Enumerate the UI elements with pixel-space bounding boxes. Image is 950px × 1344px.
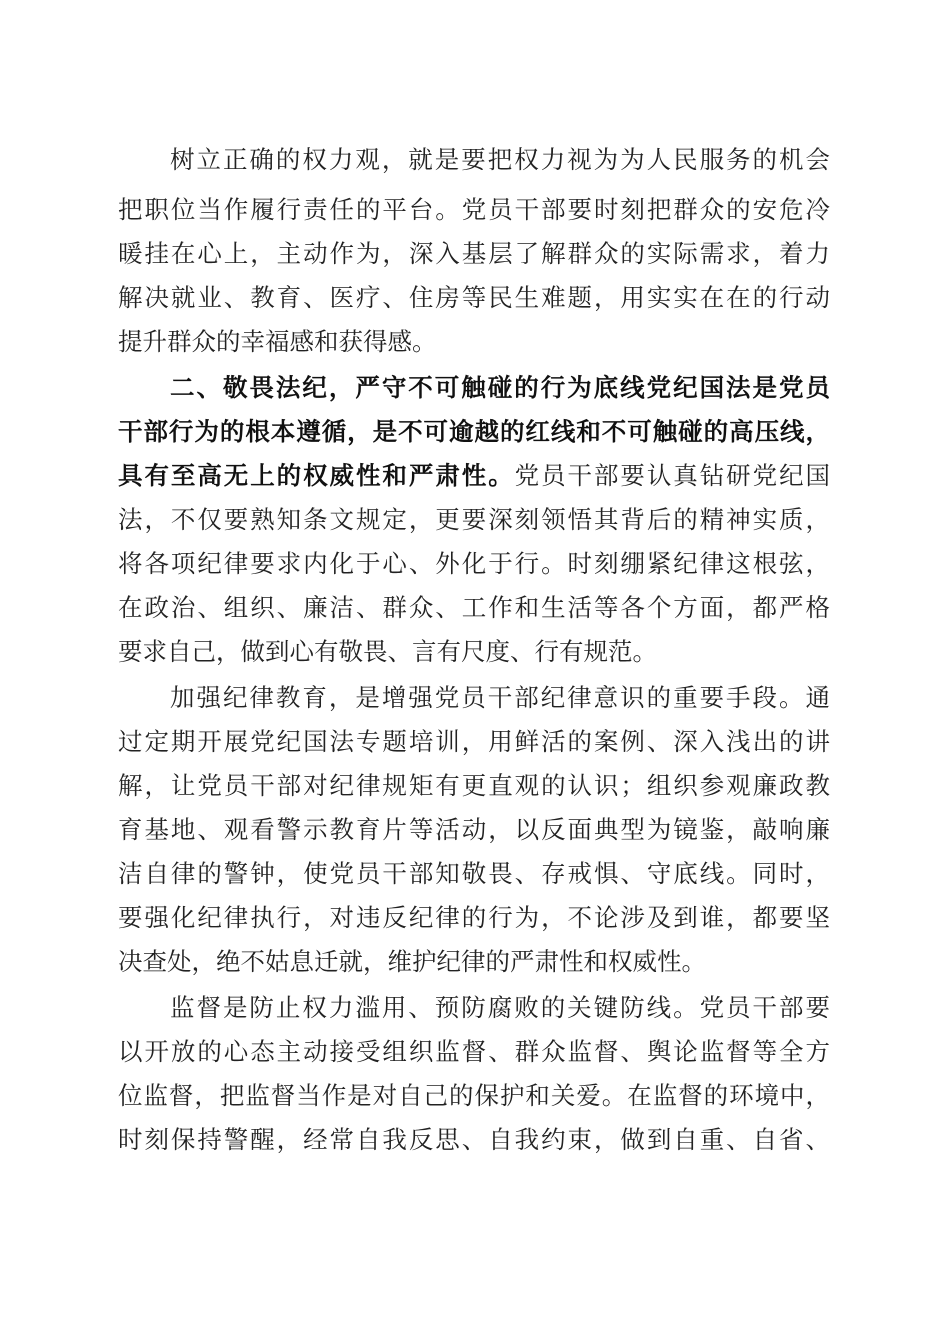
- text-line: 决查处，绝不姑息迁就，维护纪律的严肃性和权威性。: [118, 947, 706, 976]
- text-line: 洁自律的警钟，使党员干部知敬畏、存戒惧、守底线。同时，: [118, 859, 830, 888]
- text-line: 解，让党员干部对纪律规矩有更直观的认识；组织参观廉政教: [118, 771, 830, 800]
- text-line: 提升群众的幸福感和获得感。: [118, 327, 437, 356]
- text-line: 把职位当作履行责任的平台。党员干部要时刻把群众的安危冷: [118, 195, 830, 224]
- text-line: 树立正确的权力观，就是要把权力视为为人民服务的机会: [170, 145, 830, 174]
- section-heading-tail: 具有至高无上的权威性和严肃性。: [118, 461, 515, 490]
- text-line: 暖挂在心上，主动作为，深入基层了解群众的实际需求，着力: [118, 239, 830, 268]
- text-line: 时刻保持警醒，经常自我反思、自我约束，做到自重、自省、: [118, 1125, 830, 1154]
- text-line: 过定期开展党纪国法专题培训，用鲜活的案例、深入浅出的讲: [118, 727, 830, 756]
- text-line: 要求自己，做到心有敬畏、言有尺度、行有规范。: [118, 637, 657, 666]
- text-line: 位监督，把监督当作是对自己的保护和关爱。在监督的环境中，: [118, 1081, 830, 1110]
- text-line: 解决就业、教育、医疗、住房等民生难题，用实实在在的行动: [118, 283, 830, 312]
- text-line: 监督是防止权力滥用、预防腐败的关键防线。党员干部要: [170, 993, 830, 1022]
- text-line-mixed: [118, 451, 830, 501]
- text-line: 法，不仅要熟知条文规定，更要深刻领悟其背后的精神实质，: [118, 505, 830, 534]
- text-line: 加强纪律教育，是增强党员干部纪律意识的重要手段。通: [170, 683, 830, 712]
- text-line: 以开放的心态主动接受组织监督、群众监督、舆论监督等全方: [118, 1037, 830, 1066]
- text-line: 育基地、观看警示教育片等活动，以反面典型为镜鉴，敲响廉: [118, 815, 830, 844]
- text-line: 要强化纪律执行，对违反纪律的行为，不论涉及到谁，都要坚: [118, 903, 830, 932]
- section-heading-line: 干部行为的根本遵循，是不可逾越的红线和不可触碰的高压线，: [118, 417, 830, 446]
- text-line: 将各项纪律要求内化于心、外化于行。时刻绷紧纪律这根弦，: [118, 549, 830, 578]
- text-line: 在政治、组织、廉洁、群众、工作和生活等各个方面，都严格: [118, 593, 830, 622]
- section-heading-line: 二、敬畏法纪，严守不可触碰的行为底线党纪国法是党员: [170, 373, 830, 402]
- body-text-start: 党员干部要认真钻研党纪国: [514, 461, 830, 490]
